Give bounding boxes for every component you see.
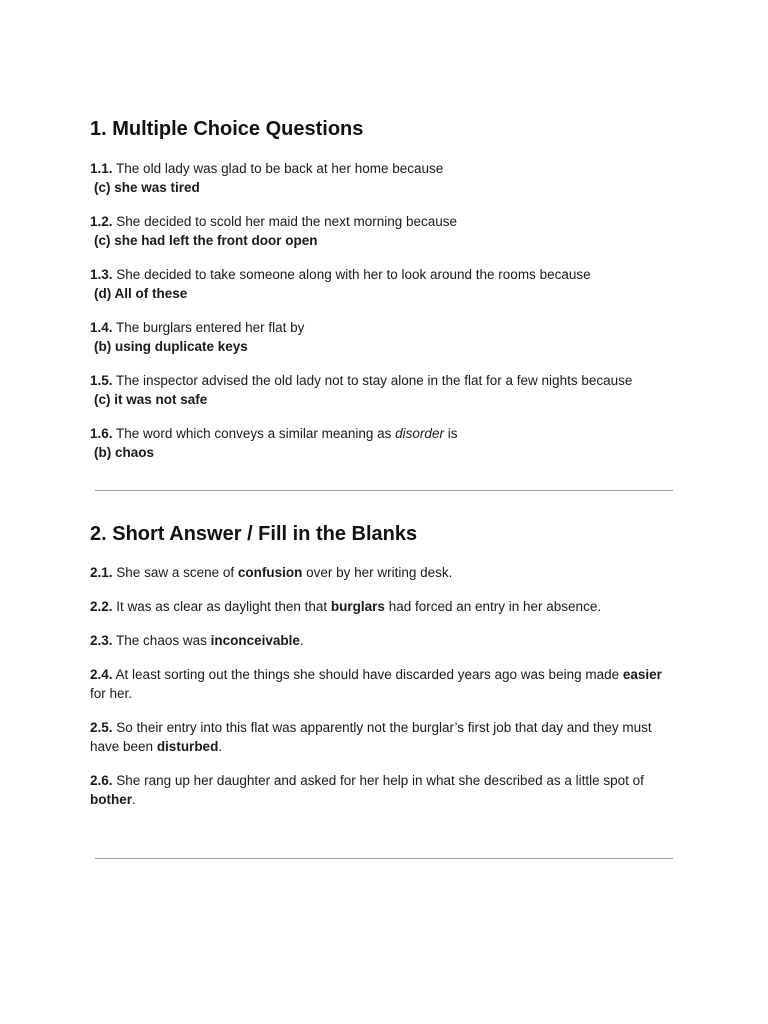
sentence-text xyxy=(90,563,680,582)
mcq-item xyxy=(90,424,680,462)
question-number: 1.1. xyxy=(90,161,113,176)
fill-blank-item xyxy=(90,718,680,756)
question-stem-before: The word which conveys a similar meaning as xyxy=(116,426,396,441)
fill-blank-item xyxy=(90,631,680,650)
item-number: 2.5. xyxy=(90,720,113,735)
mcq-item xyxy=(90,159,680,197)
mcq-item xyxy=(90,318,680,356)
fill-blank-item xyxy=(90,597,680,616)
question-text xyxy=(90,371,680,390)
question-stem: The old lady was glad to be back at her home because xyxy=(116,161,444,176)
fill-blank-item xyxy=(90,771,680,809)
question-stem: She decided to scold her maid the next morning because xyxy=(116,214,458,229)
question-number: 1.5. xyxy=(90,373,113,388)
question-stem: The burglars entered her flat by xyxy=(116,320,305,335)
question-number: 1.6. xyxy=(90,426,113,441)
question-text xyxy=(90,424,680,443)
sentence-after: for her. xyxy=(90,686,133,701)
answer-text: (b) chaos xyxy=(94,445,155,460)
sentence-before: She saw a scene of xyxy=(116,565,238,580)
blank-answer: bother xyxy=(90,792,132,807)
answer-text: (c) she had left the front door open xyxy=(94,233,318,248)
answer-text: (c) she was tired xyxy=(94,180,200,195)
blank-answer: burglars xyxy=(330,599,385,614)
section-divider xyxy=(95,490,673,491)
sentence-text xyxy=(90,771,680,809)
sentence-before: The chaos was xyxy=(116,633,211,648)
question-list xyxy=(90,159,680,462)
sentence-after: . xyxy=(132,792,136,807)
section-title: 1. Multiple Choice Questions xyxy=(90,118,364,140)
sentence-after: over by her writing desk. xyxy=(302,565,453,580)
blank-answer: confusion xyxy=(237,565,303,580)
section-title: 2. Short Answer / Fill in the Blanks xyxy=(90,523,418,545)
item-number: 2.3. xyxy=(90,633,113,648)
sentence-text xyxy=(90,718,680,756)
mcq-item xyxy=(90,371,680,409)
answer-text: (b) using duplicate keys xyxy=(94,339,248,354)
sentence-before: It was as clear as daylight then that xyxy=(116,599,331,614)
sentence-before: So their entry into this flat was apparently not the burglar’s first job that day and they must have been xyxy=(90,720,652,754)
item-number: 2.4. xyxy=(90,667,113,682)
question-text xyxy=(90,265,680,284)
sentence-before: She rang up her daughter and asked for her help in what she described as a little spot of xyxy=(116,773,644,788)
item-number: 2.2. xyxy=(90,599,113,614)
blank-answer: easier xyxy=(622,667,662,682)
sentence-after: . xyxy=(299,633,304,648)
mcq-item xyxy=(90,212,680,250)
question-text xyxy=(90,318,680,337)
sentence-text xyxy=(90,631,680,650)
multiple-choice-section xyxy=(90,116,680,477)
item-number: 2.6. xyxy=(90,773,113,788)
question-stem-after: is xyxy=(443,426,458,441)
item-number: 2.1. xyxy=(90,565,113,580)
fill-blank-item xyxy=(90,665,680,703)
sentence-text xyxy=(90,665,680,703)
question-stem: She decided to take someone along with her to look around the rooms because xyxy=(116,267,591,282)
sentence-after: . xyxy=(218,739,223,754)
fill-blank-item xyxy=(90,563,680,582)
question-stem: The inspector advised the old lady not to stay alone in the flat for a few nights because xyxy=(116,373,633,388)
question-text xyxy=(90,212,680,231)
answer-text: (c) it was not safe xyxy=(94,392,208,407)
mcq-item xyxy=(90,265,680,303)
short-answer-section xyxy=(90,521,680,824)
question-stem-italic: disorder xyxy=(395,426,444,441)
blank-answer: inconceivable xyxy=(210,633,300,648)
question-number: 1.4. xyxy=(90,320,113,335)
sentence-text xyxy=(90,597,680,616)
section-divider xyxy=(95,858,673,859)
question-text xyxy=(90,159,680,178)
question-number: 1.3. xyxy=(90,267,113,282)
question-number: 1.2. xyxy=(90,214,113,229)
sentence-after: had forced an entry in her absence. xyxy=(384,599,602,614)
answer-text: (d) All of these xyxy=(94,286,188,301)
sentence-before: At least sorting out the things she should have discarded years ago was being made xyxy=(115,667,623,682)
blank-answer: disturbed xyxy=(156,739,219,754)
answer-list xyxy=(90,563,680,809)
